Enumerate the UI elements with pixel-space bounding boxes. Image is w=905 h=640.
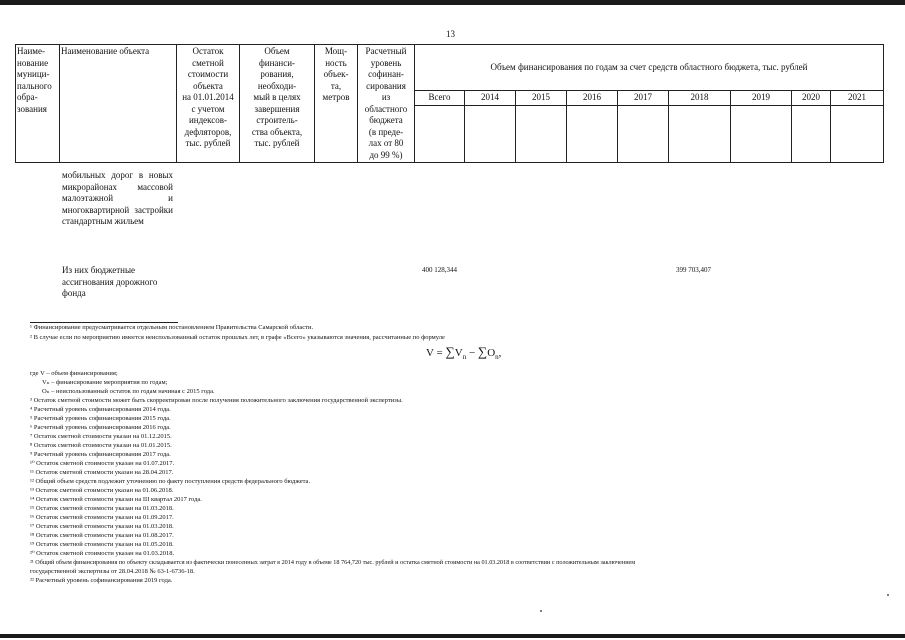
cell-empty xyxy=(669,106,731,163)
col-remaining-cost xyxy=(177,45,240,163)
footnote-15: ¹⁵ Остаток сметной стоимости указан на 01.03.2018. xyxy=(30,505,174,512)
budget-allocation-label: Из них бюджетные ассигнования дорожного фонда xyxy=(62,265,158,298)
header-line: пального xyxy=(17,80,52,91)
header-line: на 01.01.2014 xyxy=(182,92,234,102)
year-col-2021: 2021 xyxy=(831,91,884,106)
funding-table-header xyxy=(15,44,884,163)
header-line: (в преде- xyxy=(368,126,404,137)
cell-empty xyxy=(618,106,669,163)
footnote-2: ² В случае если по мероприятию имеется неиспользованный остаток прошлых лет, в графе «Всего» указываются значения, рассчитанные по формуле xyxy=(30,334,445,341)
year-col-2018: 2018 xyxy=(669,91,731,106)
header-line: строитель- xyxy=(256,115,298,125)
header-line: тыс. рублей xyxy=(185,138,231,148)
header-line: стоимости xyxy=(187,69,229,79)
header-line: та, xyxy=(330,80,342,91)
col-municipality-lines xyxy=(17,46,58,115)
header-line: софинан- xyxy=(368,69,404,79)
year-col-2017: 2017 xyxy=(618,91,669,106)
cell-empty xyxy=(516,106,567,163)
top-border xyxy=(0,0,905,5)
header-line: обра- xyxy=(17,92,38,102)
header-line: ства объекта, xyxy=(251,126,303,137)
header-line: муници- xyxy=(17,69,50,79)
header-line: до 99 %) xyxy=(369,149,403,160)
header-line: дефляторов, xyxy=(184,126,232,137)
footnote-3: ³ Остаток сметной стоимости может быть скорректирован после получения положительного заключения государственной экспертизы. xyxy=(30,397,403,404)
col-required-funding xyxy=(240,45,315,163)
header-line: уровень xyxy=(370,57,402,68)
footnote-8: ⁸ Остаток сметной стоимости указан на 01.01.2015. xyxy=(30,442,172,449)
cell-empty xyxy=(567,106,618,163)
footnote-18: ¹⁸ Остаток сметной стоимости указан на 01.08.2017. xyxy=(30,532,174,539)
footnote-14: ¹⁴ Остаток сметной стоимости указан на III квартал 2017 года. xyxy=(30,496,202,503)
cell-empty xyxy=(792,106,831,163)
footnote-on: Oₙ – неиспользованный остаток по годам начиная с 2015 года. xyxy=(42,388,215,395)
header-line: объек- xyxy=(323,69,349,79)
year-col-2015: 2015 xyxy=(516,91,567,106)
header-line: областного xyxy=(364,103,408,114)
bottom-border xyxy=(0,634,905,638)
cell-empty xyxy=(731,106,792,163)
col-cofinancing xyxy=(358,45,415,163)
value-2018: 399 703,407 xyxy=(676,266,711,274)
year-col-2014: 2014 xyxy=(465,91,516,106)
footnote-16: ¹⁶ Остаток сметной стоимости указан на 01.09.2017. xyxy=(30,514,174,521)
cell-empty xyxy=(415,106,465,163)
header-line: сирования xyxy=(366,80,406,91)
header-line: Объем xyxy=(264,46,290,56)
footnote-7: ⁷ Остаток сметной стоимости указан на 01.12.2015. xyxy=(30,433,172,440)
header-line: финанси- xyxy=(258,57,296,68)
header-line: с учетом xyxy=(191,103,225,114)
scan-speck xyxy=(887,594,889,596)
header-line: из xyxy=(381,92,391,102)
footnote-19: ¹⁹ Остаток сметной стоимости указан на 01.05.2018. xyxy=(30,541,174,548)
footnote-separator xyxy=(30,322,178,323)
header-line: зования xyxy=(17,103,47,114)
formula: $V = \sum V_n - \sum O_n$, xyxy=(426,344,502,362)
header-line: метров xyxy=(322,92,350,102)
col-object: Наименование объекта xyxy=(60,45,177,163)
header-line: индексов- xyxy=(188,115,228,125)
footnote-13: ¹³ Остаток сметной стоимости указан на 01.06.2018. xyxy=(30,487,174,494)
header-line: нование xyxy=(17,57,49,68)
footnote-21-line-1: ²¹ Общий объем финансирования по объекту складывается из фактически понесенных затрат в 2014 году в объеме 18 764,720 тыс. рублей и остатка сметной стоимости на 01.03.2018 в соответствии с положительным заключением xyxy=(30,559,636,566)
col-municipality xyxy=(16,45,60,163)
header-line: тыс. рублей xyxy=(254,138,300,148)
col-capacity xyxy=(315,45,358,163)
header-line: Мощ- xyxy=(324,46,348,56)
header-line: Наиме- xyxy=(17,46,45,56)
footnote-17: ¹⁷ Остаток сметной стоимости указан на 01.03.2018. xyxy=(30,523,174,530)
header-line: Расчетный xyxy=(365,46,407,56)
cell-empty xyxy=(465,106,516,163)
value-total: 400 128,344 xyxy=(422,266,457,274)
year-col-2020: 2020 xyxy=(792,91,831,106)
footnote-vn: Vₙ – финансирование мероприятия по годам; xyxy=(42,379,168,386)
scan-speck xyxy=(540,610,542,612)
header-line: лах от 80 xyxy=(368,138,404,148)
funding-by-year-header: Объем финансирования по годам за счет средств областного бюджета, тыс. рублей xyxy=(415,45,884,91)
header-line: сметной xyxy=(192,57,224,68)
header-line: завершения xyxy=(254,103,300,114)
footnote-21-line-2: государственной экспертизы от 28.04.2018 № 63-1-6736-18. xyxy=(30,568,195,575)
header-line: необходи- xyxy=(257,80,297,91)
footnote-11: ¹¹ Остаток сметной стоимости указан на 28.04.2017. xyxy=(30,469,174,476)
header-line: объекта xyxy=(193,80,223,91)
footnote-20: ²⁰ Остаток сметной стоимости указан на 01.03.2018. xyxy=(30,550,175,557)
footnote-where: где V – объем финансирования; xyxy=(30,370,118,377)
footnote-12: ¹² Общий объем средств подлежит уточнению по факту поступления средств федерального бюджета. xyxy=(30,478,311,485)
footnote-4: ⁴ Расчетный уровень софинансирования 2014 года. xyxy=(30,406,171,413)
footnote-1: ¹ Финансирование предусматривается отдельным постановлением Правительства Самарской области. xyxy=(30,324,314,331)
header-line: рования, xyxy=(260,69,294,79)
footnote-6: ⁶ Расчетный уровень софинансирования 2016 года. xyxy=(30,424,171,431)
footnote-10: ¹⁰ Остаток сметной стоимости указан на 01.07.2017. xyxy=(30,460,175,467)
year-col-2019: 2019 xyxy=(731,91,792,106)
footnote-9: ⁹ Расчетный уровень софинансирования 2017 года. xyxy=(30,451,171,458)
object-description: мобильных дорог в новых микрорайонах массовой малоэтажной и многоквартирной застройки стандартным жильем xyxy=(62,170,173,226)
footnote-5: ⁵ Расчетный уровень софинансирования 2015 года. xyxy=(30,415,171,422)
year-col-total: Всего xyxy=(415,91,465,106)
header-line: бюджета xyxy=(369,115,403,125)
header-line: мый в целях xyxy=(253,92,301,102)
page-number: 13 xyxy=(446,29,455,39)
footnote-22: ²² Расчетный уровень софинансирования 2019 года. xyxy=(30,577,173,584)
year-col-2016: 2016 xyxy=(567,91,618,106)
header-line: Остаток xyxy=(192,46,224,56)
cell-empty xyxy=(831,106,884,163)
header-line: ность xyxy=(325,57,347,68)
